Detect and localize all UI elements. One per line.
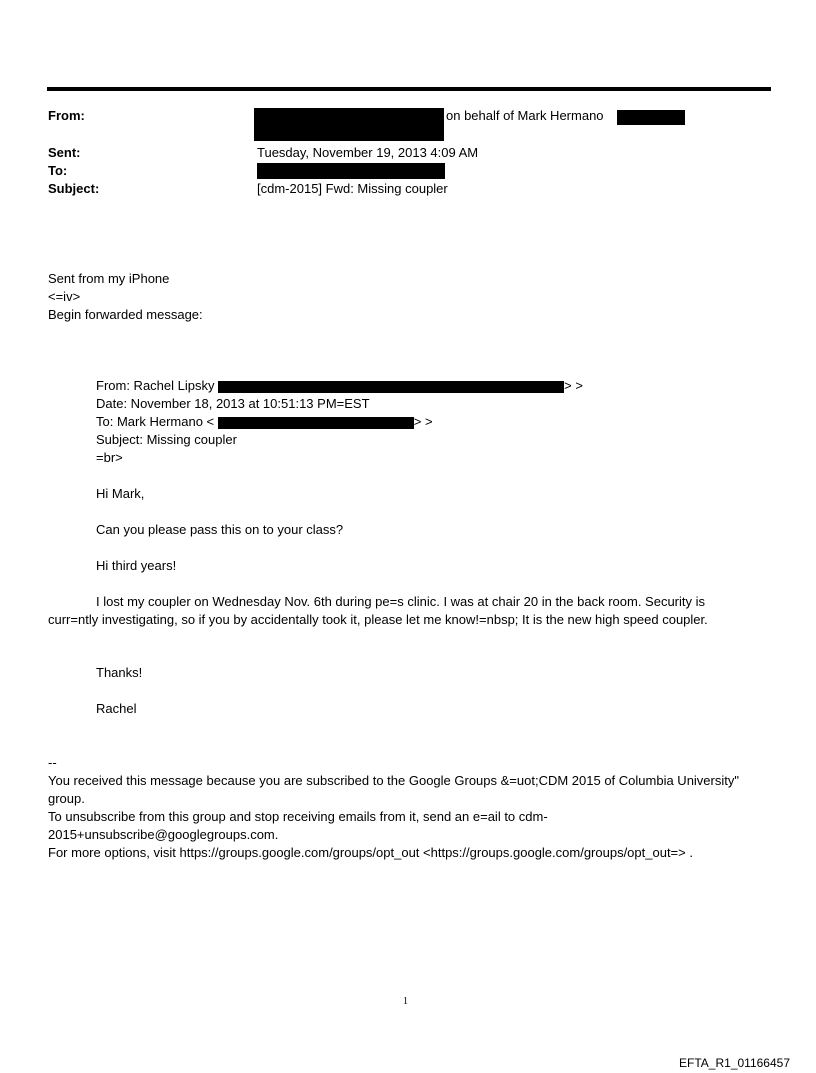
document-id: EFTA_R1_01166457 (679, 1056, 790, 1070)
redaction-block (254, 108, 444, 141)
footer-line-5: For more options, visit https://groups.google.com/groups/opt_out <https://groups.google.com/groups/opt_out=> . (48, 845, 693, 860)
footer-separator: -- (48, 755, 57, 770)
from-label: From: (48, 108, 85, 123)
fwd-to-line (96, 414, 433, 429)
fwd-from-suffix: > > (564, 378, 583, 393)
subject-label: Subject: (48, 181, 100, 196)
div-tag-line: <=iv> (48, 289, 81, 304)
redaction-block (218, 381, 564, 393)
sent-label: Sent: (48, 145, 81, 160)
page-number: 1 (403, 996, 408, 1007)
fwd-from-prefix: From: Rachel Lipsky (96, 378, 215, 393)
sent-from-line: Sent from my iPhone (48, 271, 170, 286)
greeting: Hi Mark, (96, 486, 145, 501)
request-line: Can you please pass this on to your class? (96, 522, 344, 537)
fwd-to-prefix: To: Mark Hermano < (96, 414, 215, 429)
fwd-date-line: Date: November 18, 2013 at 10:51:13 PM=EST (96, 396, 370, 411)
redaction-block (617, 110, 685, 125)
subject-value: [cdm-2015] Fwd: Missing coupler (257, 181, 448, 196)
message-line-2: curr=ntly investigating, so if you by accidentally took it, please let me know!=nbsp; It is the new high speed coupler. (48, 612, 708, 627)
from-value: on behalf of Mark Hermano (446, 108, 604, 123)
header-rule (47, 87, 771, 91)
signature: Rachel (96, 701, 137, 716)
footer-line-1: You received this message because you are subscribed to the Google Groups &=uot;CDM 2015 of Columbia University" (48, 773, 739, 788)
fwd-from-line (96, 378, 583, 393)
fwd-to-suffix: > > (413, 414, 433, 429)
footer-line-4: 2015+unsubscribe@googlegroups.com. (48, 827, 279, 842)
thanks-line: Thanks! (96, 665, 143, 680)
begin-forwarded-line: Begin forwarded message: (48, 307, 203, 322)
to-label: To: (48, 163, 68, 178)
message-line-1: I lost my coupler on Wednesday Nov. 6th during pe=s clinic. I was at chair 20 in the back room. Security is (96, 594, 706, 609)
sent-value: Tuesday, November 19, 2013 4:09 AM (257, 145, 479, 160)
footer-line-2: group. (48, 791, 85, 806)
fwd-subject-line: Subject: Missing coupler (96, 432, 237, 447)
redaction-block (257, 163, 445, 179)
footer-line-3: To unsubscribe from this group and stop receiving emails from it, send an e=ail to cdm- (48, 809, 548, 824)
hi-third-years: Hi third years! (96, 558, 177, 573)
redaction-block (218, 417, 414, 429)
br-tag-line: =br> (96, 450, 123, 465)
